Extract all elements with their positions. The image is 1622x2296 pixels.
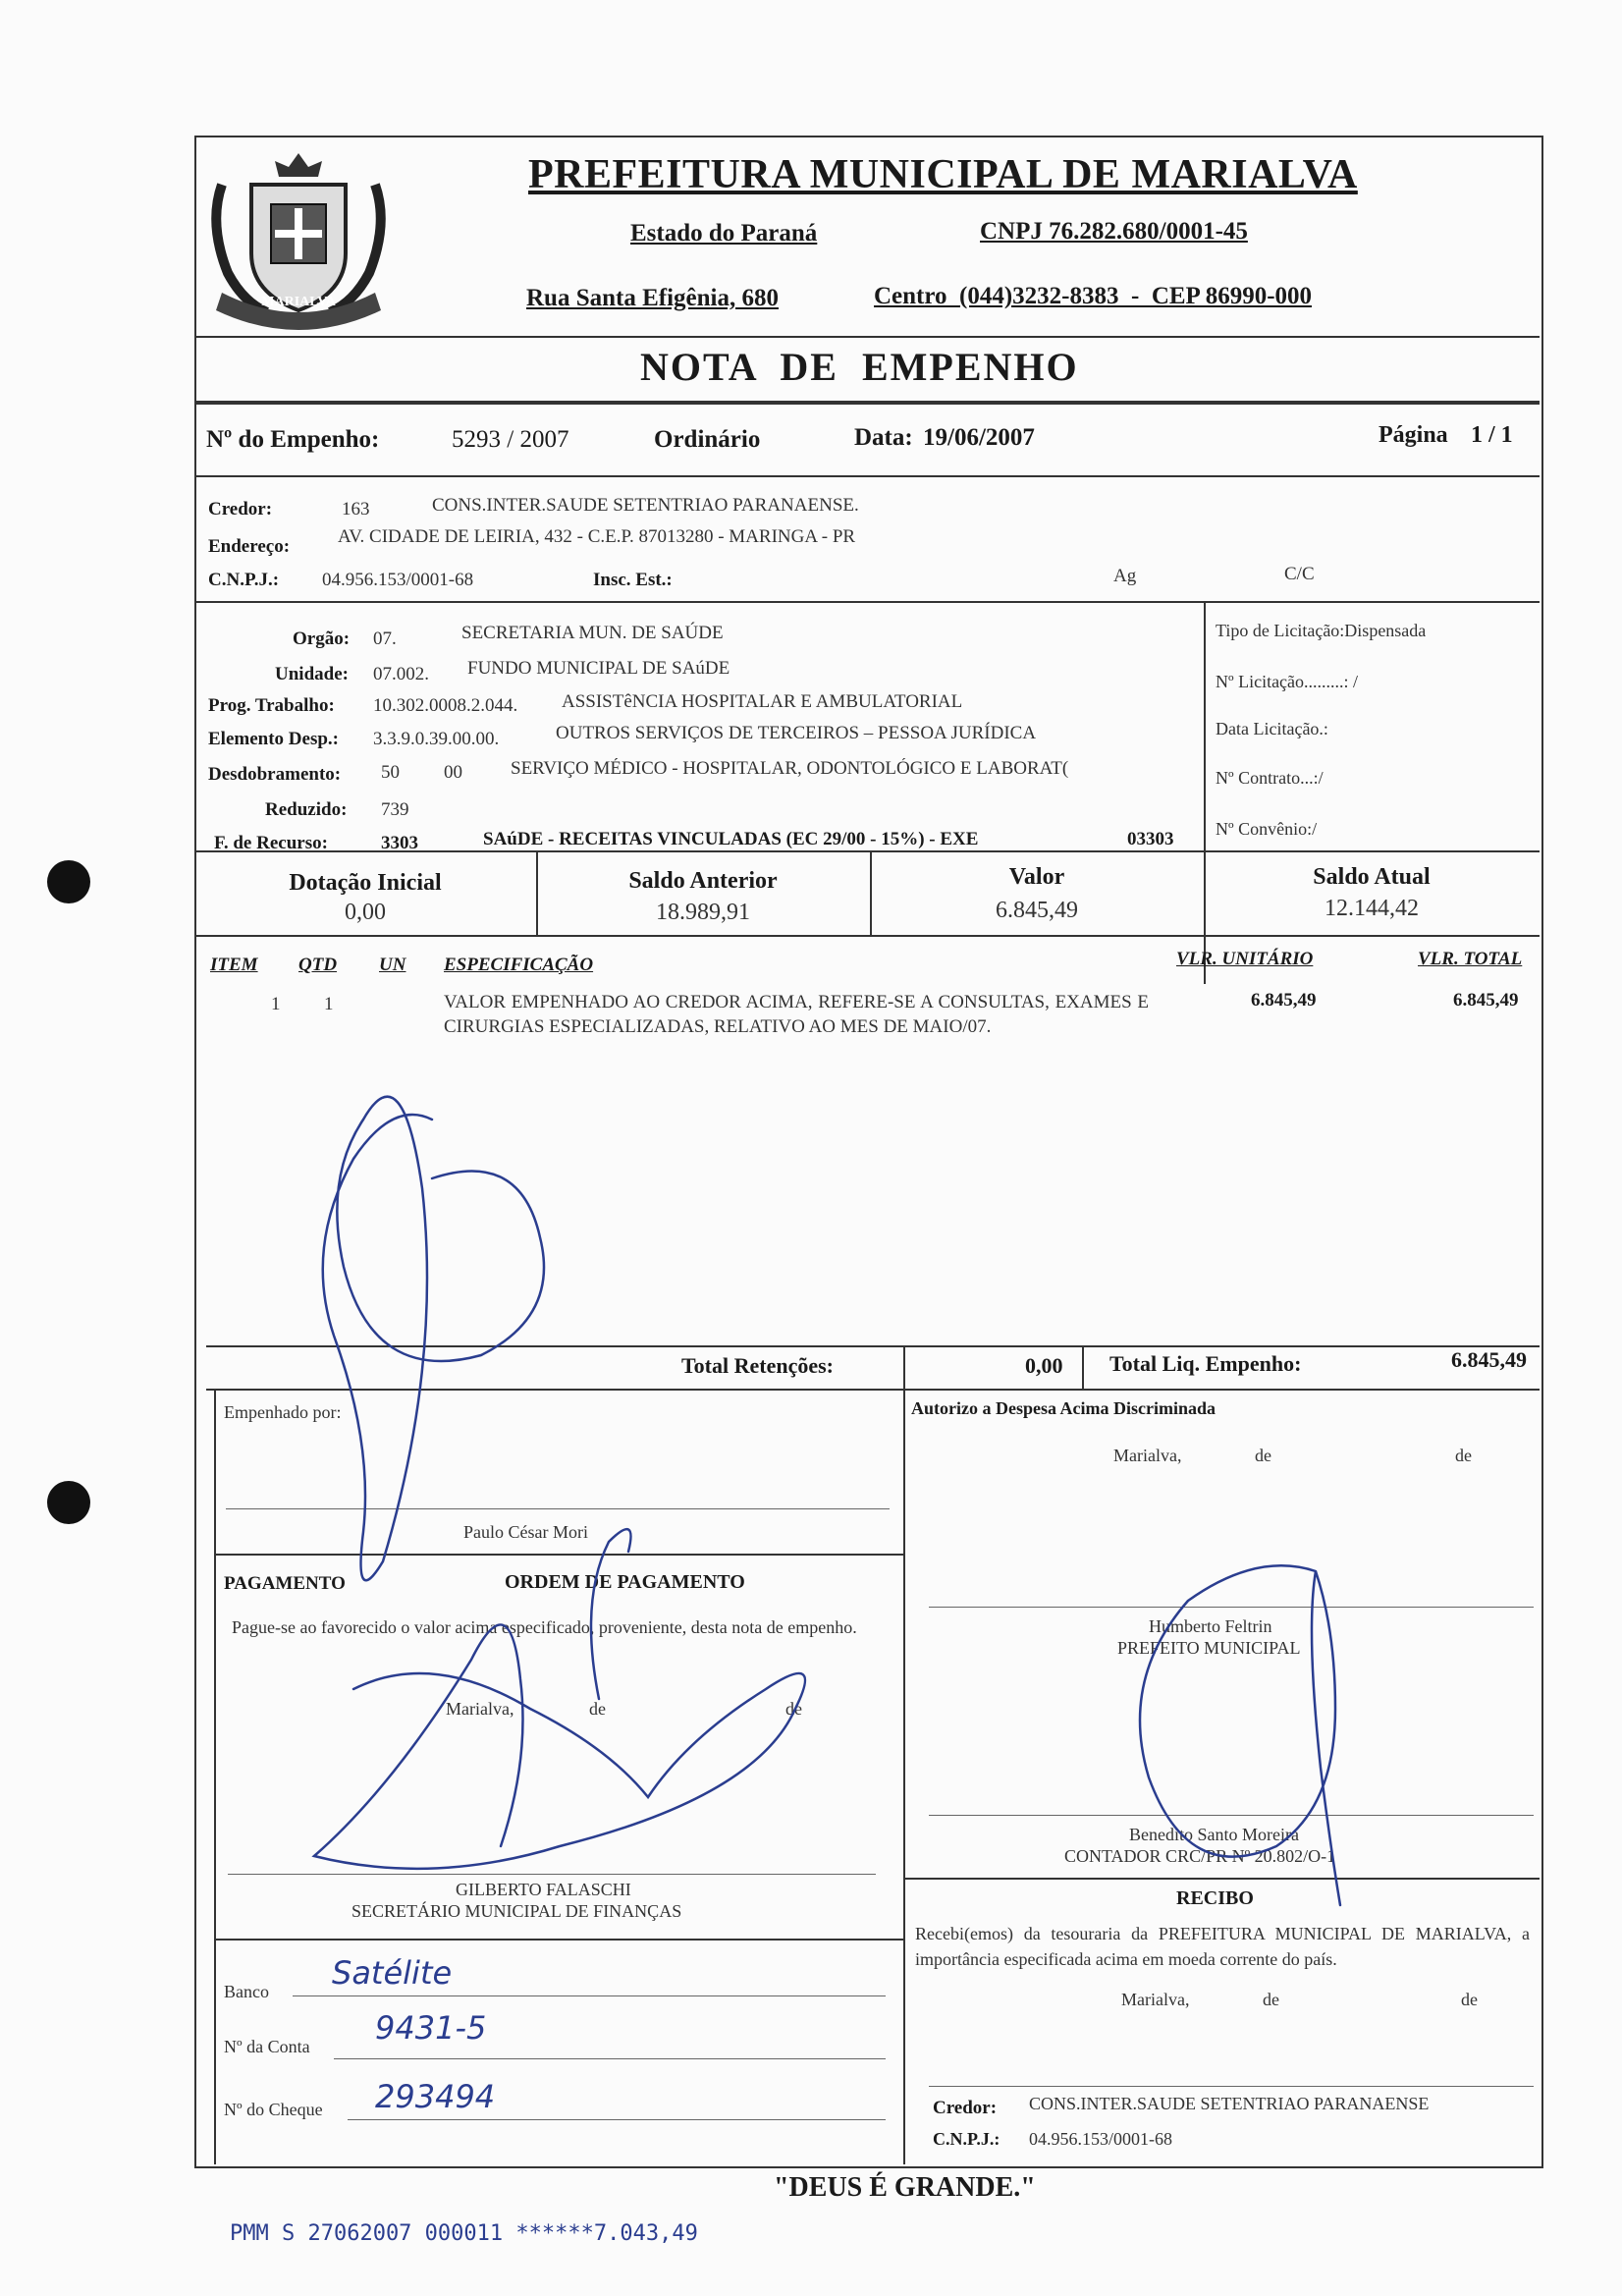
empenho-number: 5293 / 2007 [452,426,569,453]
reduzido-label: Reduzido: [265,799,348,820]
elemento-label: Elemento Desp.: [208,729,339,749]
row-specification: VALOR EMPENHADO AO CREDOR ACIMA, REFERE-SE A CONSULTAS, EXAMES E CIRURGIAS ESPECIALIZADAS, RELATIVO AO MES DE MAIO/07. [444,992,1149,1037]
recurso-code-2: 03303 [1127,829,1174,849]
pagamento-label: PAGAMENTO [224,1573,346,1594]
saldo-atual-label: Saldo Atual [1313,864,1431,890]
punch-hole-bottom [47,1481,90,1524]
prog-code: 10.302.0008.2.044. [373,695,518,716]
col-qtd: QTD [298,955,338,975]
recurso-code: 3303 [381,833,418,853]
contador-title: CONTADOR CRC/PR Nº 20.802/O-1 [1064,1846,1336,1866]
credor-address: AV. CIDADE DE LEIRIA, 432 - C.E.P. 87013280 - MARINGA - PR [338,526,856,547]
credor-name: CONS.INTER.SAUDE SETENTRIAO PARANAENSE. [432,495,859,516]
recurso-name: SAúDE - RECEITAS VINCULADAS (EC 29/00 - 15%) - EXE [483,829,979,849]
dotacao-value: 0,00 [345,900,386,925]
secretario-name: GILBERTO FALASCHI [456,1880,631,1899]
data-licitacao: Data Licitação.: [1216,719,1328,738]
saldo-atual-value: 12.144,42 [1325,896,1419,921]
banco-handwritten: Satélite [332,1954,453,1992]
conta-handwritten: 9431-5 [375,2009,487,2047]
conta-label: Nº da Conta [224,2037,310,2056]
elemento-name: OUTROS SERVIÇOS DE TERCEIROS – PESSOA JURÍDICA [556,723,1037,743]
credor-label: Credor: [208,499,273,519]
empenho-date: 19/06/2007 [923,424,1035,451]
autorizo-label: Autorizo a Despesa Acima Discriminada [911,1398,1216,1418]
numero-licitacao: Nº Licitação.........: / [1216,672,1359,691]
desdobramento-label: Desdobramento: [208,764,342,785]
empenhado-name: Paulo César Mori [463,1522,588,1542]
col-unit-value: VLR. UNITÁRIO [1176,949,1314,969]
recibo-text: Recebi(emos) da tesouraria da PREFEITURA MUNICIPAL DE MARIALVA, a importância especificada acima em moeda corrente do país. [915,1924,1530,1969]
payment-stamp: PMM S 27062007 000011 ******7.043,49 [230,2221,698,2246]
empenhado-label: Empenhado por: [224,1402,342,1422]
prog-name: ASSISTêNCIA HOSPITALAR E AMBULATORIAL [562,691,963,712]
unidade-name: FUNDO MUNICIPAL DE SAúDE [467,658,730,679]
autorizo-de-2: de [1455,1446,1472,1465]
orgao-name: SECRETARIA MUN. DE SAÚDE [461,623,724,643]
pagamento-de-1: de [589,1699,606,1719]
street-address: Rua Santa Efigênia, 680 [526,285,779,311]
autorizo-de-1: de [1255,1446,1271,1465]
credor-code: 163 [342,499,370,519]
contador-name: Benedito Santo Moreira [1129,1825,1299,1844]
pagamento-city: Marialva, [446,1699,514,1719]
col-item: ITEM [210,955,258,975]
empenho-number-row [206,426,379,454]
empenho-number-label: Nº do Empenho: [206,426,380,453]
nota-de-empenho-form [194,136,1543,2168]
banco-label: Banco [224,1982,269,2001]
address-label: Endereço: [208,536,291,557]
crest-ribbon-text: MARIALVA [261,295,336,309]
numero-contrato: Nº Contrato...:/ [1216,768,1324,788]
page-number: 1 / 1 [1471,422,1513,448]
prog-label: Prog. Trabalho: [208,695,335,716]
pagamento-text: Pague-se ao favorecido o valor acima especificado, proveniente, desta nota de empenho. [232,1617,857,1637]
secretario-title: SECRETÁRIO MUNICIPAL DE FINANÇAS [351,1901,682,1921]
reduzido-value: 739 [381,799,409,820]
recibo-city: Marialva, [1121,1990,1190,2009]
ordem-pagamento-label: ORDEM DE PAGAMENTO [505,1571,745,1593]
crest-logo [202,145,395,332]
autorizo-city: Marialva, [1113,1446,1182,1465]
recibo-de-2: de [1461,1990,1478,2009]
recibo-credor: CONS.INTER.SAUDE SETENTRIAO PARANAENSE [1029,2094,1430,2113]
desdobramento-code-2: 00 [444,762,462,783]
row-unit-value: 6.845,49 [1251,990,1317,1011]
desdobramento-code-1: 50 [381,762,400,783]
cnpj-label: C.N.P.J.: [208,570,280,590]
insc-est-label: Insc. Est.: [593,570,673,590]
district-phone-cep: Centro (044)3232-8383 - CEP 86990-000 [874,283,1313,309]
footer-motto: "DEUS É GRANDE." [774,2172,1036,2203]
punch-hole-top [47,860,90,903]
valor-label: Valor [1008,864,1065,890]
recibo-de-1: de [1263,1990,1279,2009]
elemento-code: 3.3.9.0.39.00.00. [373,729,500,749]
liquido-label: Total Liq. Empenho: [1109,1351,1302,1376]
numero-convenio: Nº Convênio:/ [1216,819,1318,839]
recibo-cnpj-label: C.N.P.J.: [933,2129,1000,2149]
empenho-type: Ordinário [654,426,761,453]
page-label: Página [1379,422,1448,448]
row-qtd: 1 [324,994,334,1014]
row-item: 1 [271,994,281,1014]
saldo-anterior-label: Saldo Anterior [628,868,778,894]
municipality-cnpj: CNPJ 76.282.680/0001-45 [980,218,1248,245]
col-total-value: VLR. TOTAL [1418,949,1523,969]
liquido-value: 6.845,49 [1451,1347,1527,1372]
retencoes-label: Total Retenções: [681,1353,834,1378]
municipality-title: PREFEITURA MUNICIPAL DE MARIALVA [528,152,1358,197]
cheque-label: Nº do Cheque [224,2100,323,2119]
recibo-credor-label: Credor: [933,2098,998,2118]
valor-value: 6.845,49 [996,898,1078,923]
tipo-licitacao: Tipo de Licitação:Dispensada [1216,621,1427,640]
document-title: NOTA DE EMPENHO [640,345,1079,389]
orgao-code: 07. [373,629,397,649]
empenho-date-label: Data: [854,424,913,451]
desdobramento-name: SERVIÇO MÉDICO - HOSPITALAR, ODONTOLÓGICO E LABORAT( [511,758,1069,779]
state-name: Estado do Paraná [630,220,818,246]
row-total-value: 6.845,49 [1453,990,1519,1011]
unidade-code: 07.002. [373,664,429,684]
cc-label: C/C [1284,564,1315,584]
ag-label: Ag [1113,566,1137,586]
retencoes-value: 0,00 [1025,1353,1063,1378]
cheque-handwritten: 293494 [375,2078,496,2115]
recibo-cnpj: 04.956.153/0001-68 [1029,2129,1172,2149]
saldo-anterior-value: 18.989,91 [656,900,750,925]
credor-cnpj: 04.956.153/0001-68 [322,570,474,590]
orgao-label: Orgão: [293,629,351,649]
recibo-title: RECIBO [1176,1887,1254,1909]
unidade-label: Unidade: [275,664,349,684]
prefeito-title: PREFEITO MUNICIPAL [1117,1638,1301,1658]
recurso-label: F. de Recurso: [214,833,328,853]
prefeito-name: Humberto Feltrin [1149,1616,1272,1636]
pagamento-de-2: de [785,1699,802,1719]
dotacao-label: Dotação Inicial [289,870,442,896]
col-un: UN [379,955,406,975]
col-specification: ESPECIFICAÇÃO [444,955,594,975]
